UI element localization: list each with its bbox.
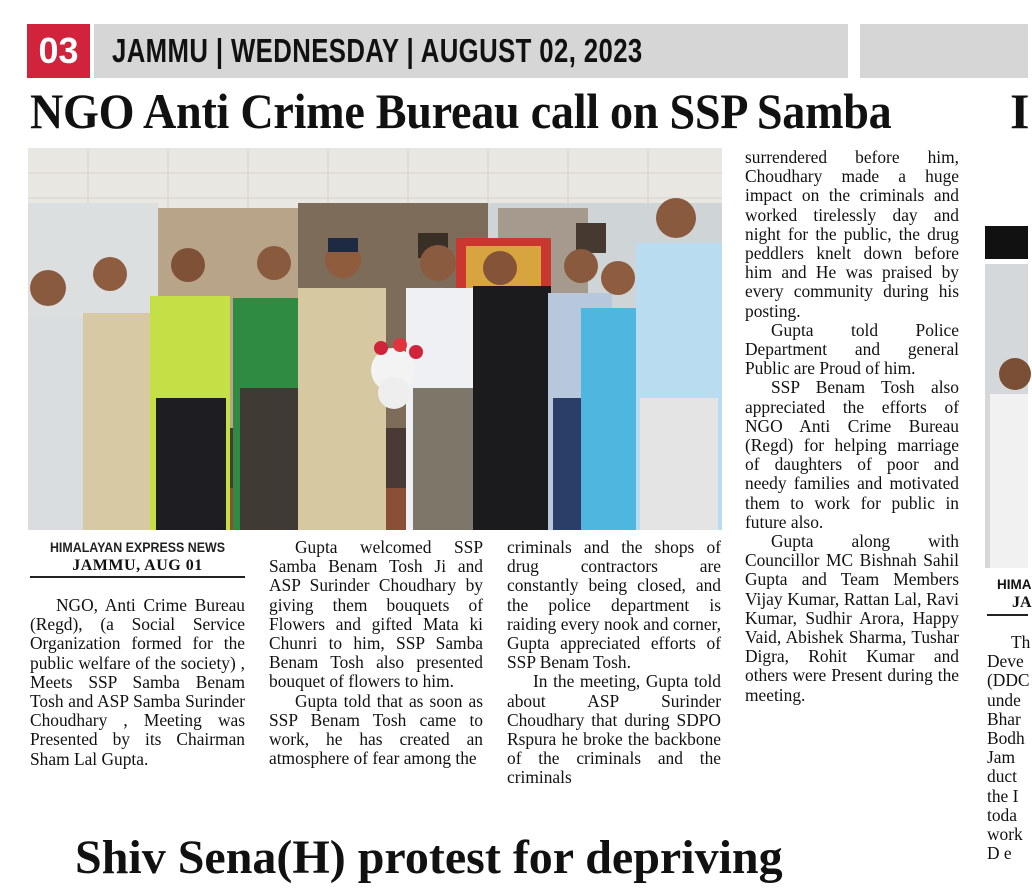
side-text-line: Bhar (987, 708, 1021, 729)
side-photo (985, 264, 1028, 568)
article-column-2 (269, 538, 483, 768)
article-paragraph: Gupta welcomed SSP Samba Benam Tosh Ji and ASP Surinder Choudhary by giving them bouquets of Flowers and gifted Mata ki Chunri to him, SSP Samba Benam Tosh also presented bouquet of flowers to him. (269, 537, 483, 692)
side-text-line: toda (987, 804, 1017, 825)
dateline-place: JAMMU, AUG 01 (30, 557, 245, 578)
news-photo (28, 148, 722, 530)
article-column-1 (30, 596, 245, 769)
side-text-line: Th (1011, 632, 1031, 652)
group-photo-illustration (28, 148, 722, 530)
article-paragraph: NGO, Anti Crime Bureau (Regd), (a Social Service Organization formed for the public welfare of the society) , Meets SSP Samba Benam Tosh and ASP Samba Surinder Choudhary , Meeting was Presented by its Chairman Sham Lal Gupta. (30, 595, 245, 769)
side-black-block (985, 226, 1028, 259)
article-paragraph: SSP Benam Tosh also appreciated the efforts of NGO Anti Crime Bureau (Regd) for helping marriage of daughters of poor and needy families and motivated them to work for public in future also. (745, 377, 959, 532)
side-text-line: unde (987, 689, 1021, 710)
side-text-line: Jam (987, 747, 1016, 768)
article-paragraph: surrendered before him, Choudhary made a huge impact on the criminals and worked tirelessly day and night for the public, the drug peddlers knelt down before him and He was praised by every community during his posting. (745, 147, 959, 321)
dateline-bar (94, 24, 848, 78)
article-column-3 (507, 538, 721, 788)
side-text-line: D e (987, 843, 1012, 864)
page-number: 03 (27, 24, 90, 78)
side-text-line: work (987, 823, 1023, 844)
side-text-line: duct (987, 766, 1017, 787)
side-text-line: (DDC (987, 670, 1030, 691)
article-paragraph: Gupta told Police Department and general Public are Proud of him. (745, 319, 959, 379)
side-headline-fragment: I (1010, 83, 1030, 139)
article-column-4 (745, 148, 959, 705)
header-bar-right (860, 24, 1028, 78)
article-headline: NGO Anti Crime Bureau call on SSP Samba (30, 83, 892, 139)
article-paragraph: Gupta told that as soon as SSP Benam Tosh came to work, he has created an atmosphere of fear among the (269, 690, 483, 769)
side-text-line: Deve (987, 651, 1024, 672)
side-agency-fragment: HIMA (997, 577, 1032, 592)
article-paragraph: Gupta along with Councillor MC Bishnah Sahil Gupta and Team Members Vijay Kumar, Rattan Lal, Ravi Kumar, Sudhir Arora, Happy Vaid, Abishek Sharma, Tushar Digra, Rohit Kumar and others were Present during the meeting. (745, 531, 959, 705)
news-agency-credit: HIMALAYAN EXPRESS NEWS (49, 540, 226, 555)
next-article-headline: Shiv Sena(H) protest for depriving (75, 831, 783, 884)
side-place-fragment: JA (987, 594, 1028, 616)
side-text-fragments (987, 632, 1031, 864)
article-paragraph: criminals and the shops of drug contractors are constantly being closed, and the police department is raiding every nook and corner, Gupta appreciated efforts of SSP Benam Tosh. (507, 537, 721, 673)
article-paragraph: In the meeting, Gupta told about ASP Surinder Choudhary that during SDPO Rspura he broke the backbone of the criminals and the criminals (507, 671, 721, 788)
dateline: JAMMU | WEDNESDAY | AUGUST 02, 2023 (112, 32, 643, 69)
side-text-line: Bodh (987, 727, 1025, 748)
side-text-line: the I (987, 785, 1019, 806)
